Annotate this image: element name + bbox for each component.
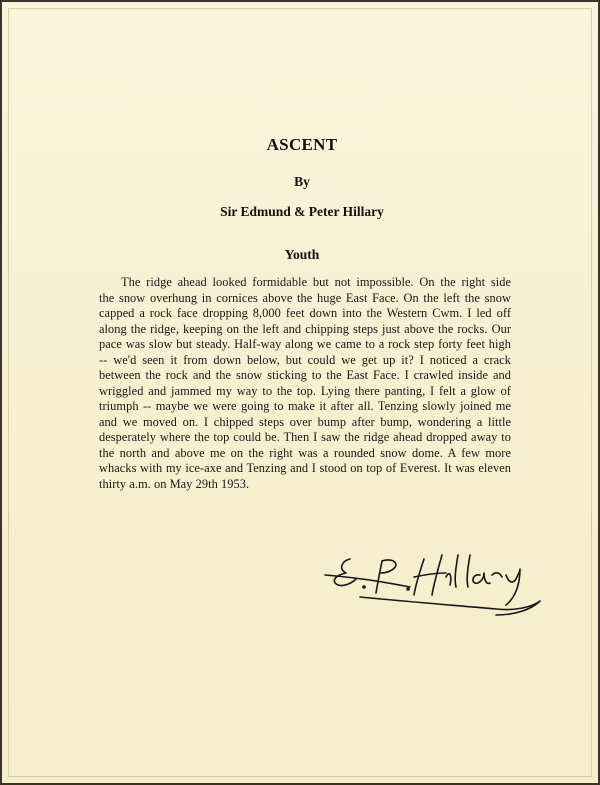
document-title: ASCENT xyxy=(266,135,338,154)
signature-image xyxy=(320,547,550,617)
body-line: the north and above me on the right was a rounded snow dome. A few more xyxy=(99,445,511,460)
body-line: desperately where the top could be. Then I saw the ridge ahead dropped away to xyxy=(99,430,511,444)
body-line: capped a rock face dropping 8,000 feet down into the Western Cwm. I led off xyxy=(99,306,511,320)
body-paragraph xyxy=(99,275,511,492)
body-line: thirty a.m. on May 29th 1953. xyxy=(99,476,250,491)
body-line: The ridge ahead looked formidable but not impossible. On the right side xyxy=(121,275,511,289)
body-line: along the ridge, keeping on the left and chipping steps just above the rocks. Our xyxy=(99,321,511,336)
body-line: whacks with my ice-axe and Tenzing and I stood on top of Everest. It was eleven xyxy=(99,461,511,475)
authors: Sir Edmund & Peter Hillary xyxy=(220,204,384,219)
body-line: -- we'd seen it from down below, but could we get up it? I noticed a crack xyxy=(99,352,511,367)
section-heading: Youth xyxy=(284,247,320,262)
body-line: pace was slow but steady. Half-way along we came to a rock step forty feet high xyxy=(99,337,511,351)
body-line: the snow overhung in cornices above the huge East Face. On the left the snow xyxy=(99,290,511,305)
body-line: triumph -- maybe we were going to make it after all. Tenzing slowly joined me xyxy=(99,399,511,413)
body-line: and we moved on. I chipped steps over bump after bump, wondering a little xyxy=(99,414,511,429)
byline: By xyxy=(294,174,310,189)
body-line: wriggled and jammed my way to the top. Lying there panting, I felt a glow of xyxy=(99,383,511,398)
body-line: between the rock and the snow sticking to the East Face. I crawled inside and xyxy=(99,368,511,382)
